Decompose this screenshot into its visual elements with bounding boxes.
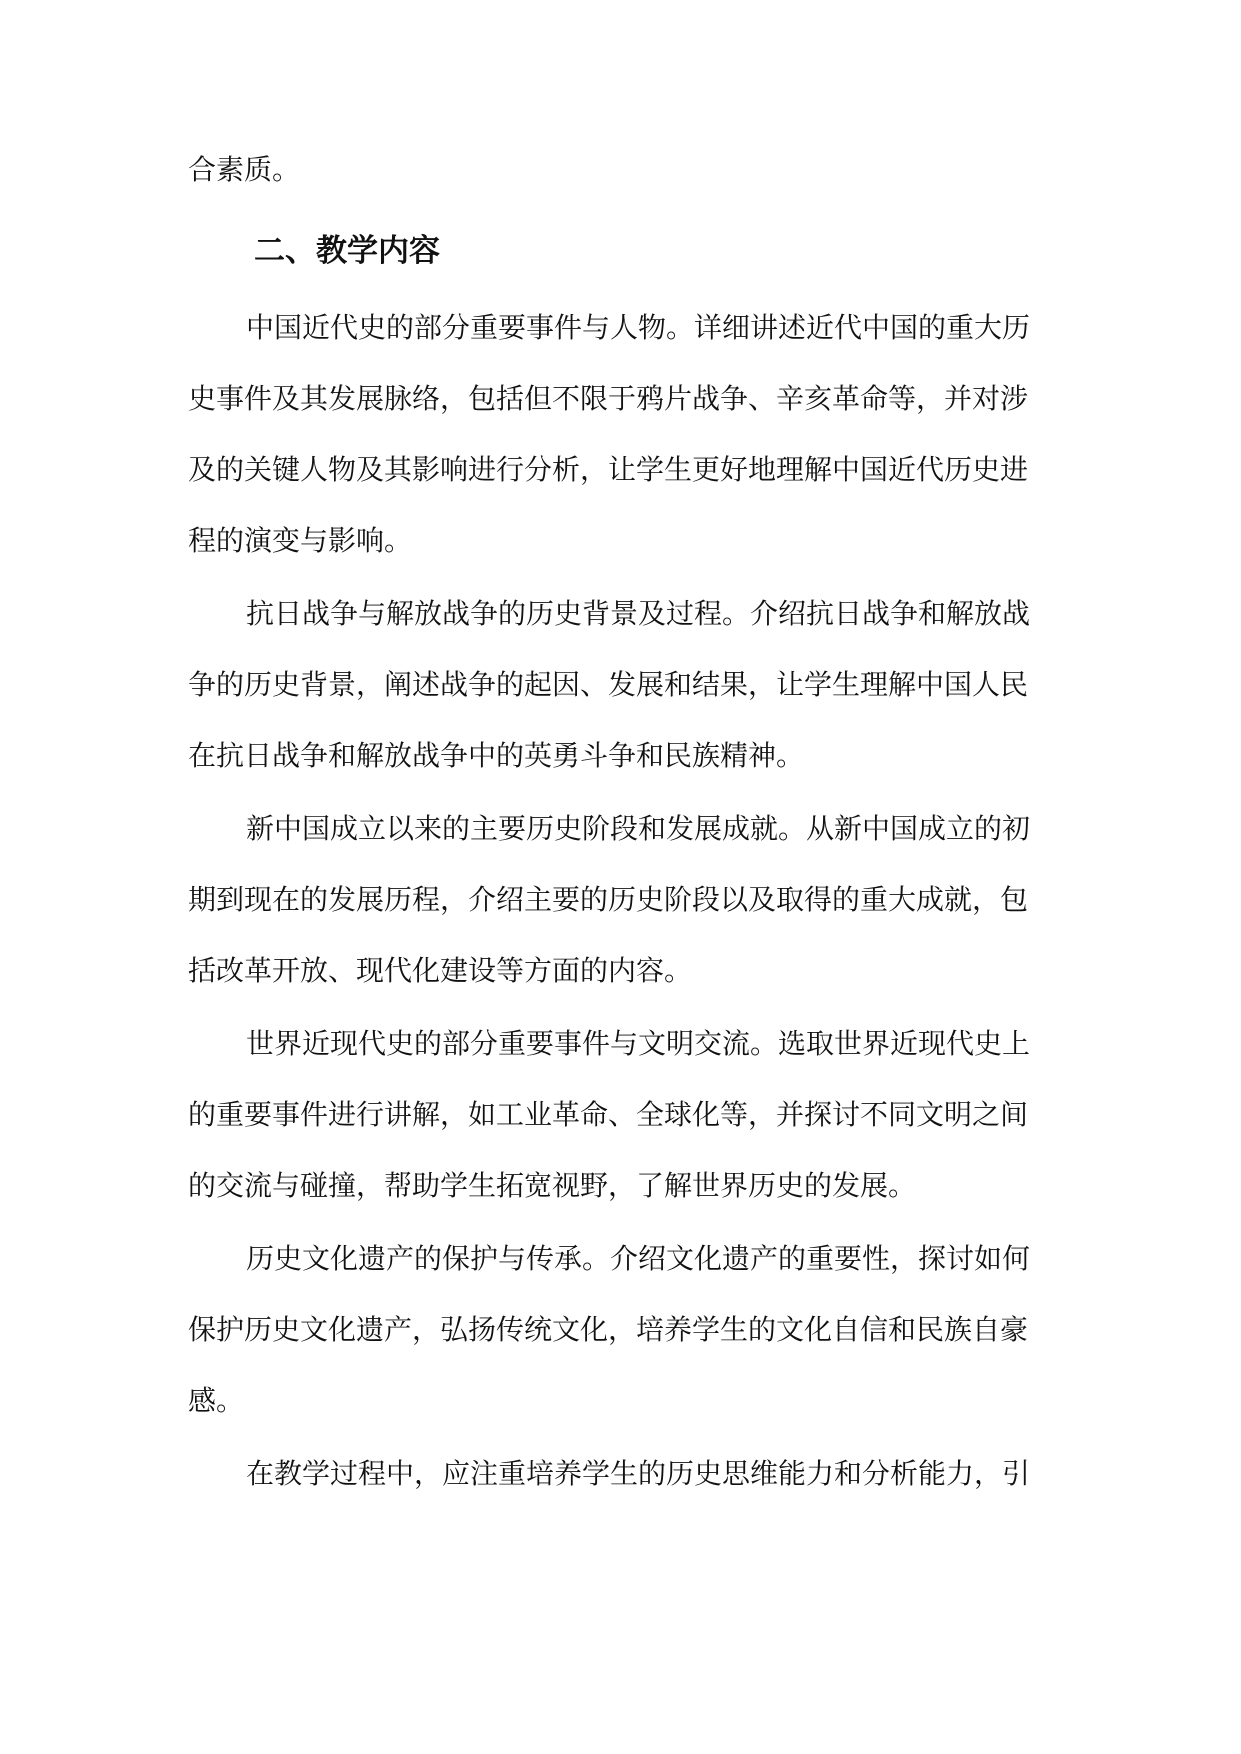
text-line: 及的关键人物及其影响进行分析，让学生更好地理解中国近代历史进 — [188, 453, 1029, 486]
text-line: 程的演变与影响。 — [188, 524, 413, 557]
paragraph-line — [0, 375, 1241, 423]
text-line: 合素质。 — [188, 153, 301, 186]
text-line: 争的历史背景，阐述战争的起因、发展和结果，让学生理解中国人民 — [188, 668, 1029, 701]
text-line: 抗日战争与解放战争的历史背景及过程。介绍抗日战争和解放战 — [246, 597, 1031, 630]
text-line: 期到现在的发展历程，介绍主要的历史阶段以及取得的重大成就，包 — [188, 883, 1029, 916]
paragraph-continuation — [0, 146, 1241, 194]
heading-text: 二、教学内容 — [254, 233, 440, 269]
text-line: 在抗日战争和解放战争中的英勇斗争和民族精神。 — [188, 739, 805, 772]
paragraph-line — [0, 732, 1241, 780]
text-line: 中国近代史的部分重要事件与人物。详细讲述近代中国的重大历 — [246, 311, 1031, 344]
paragraph-line — [0, 876, 1241, 924]
paragraph-line — [0, 1020, 1241, 1068]
paragraph-line — [0, 947, 1241, 995]
section-heading — [0, 227, 1241, 275]
text-line: 新中国成立以来的主要历史阶段和发展成就。从新中国成立的初 — [246, 812, 1031, 845]
text-line: 括改革开放、现代化建设等方面的内容。 — [188, 954, 693, 987]
text-line: 感。 — [188, 1384, 245, 1417]
text-line: 在教学过程中，应注重培养学生的历史思维能力和分析能力，引 — [246, 1457, 1031, 1490]
paragraph-line — [0, 1162, 1241, 1210]
text-line: 的重要事件进行讲解，如工业革命、全球化等，并探讨不同文明之间 — [188, 1098, 1029, 1131]
paragraph-line — [0, 1450, 1241, 1498]
paragraph-line — [0, 1091, 1241, 1139]
paragraph-line — [0, 1377, 1241, 1425]
paragraph-line — [0, 590, 1241, 638]
text-line: 史事件及其发展脉络，包括但不限于鸦片战争、辛亥革命等，并对涉 — [188, 382, 1029, 415]
paragraph-line — [0, 1306, 1241, 1354]
text-line: 的交流与碰撞，帮助学生拓宽视野，了解世界历史的发展。 — [188, 1169, 917, 1202]
text-line: 历史文化遗产的保护与传承。介绍文化遗产的重要性，探讨如何 — [246, 1242, 1031, 1275]
text-line: 世界近现代史的部分重要事件与文明交流。选取世界近现代史上 — [246, 1027, 1031, 1060]
paragraph-line — [0, 805, 1241, 853]
text-line: 保护历史文化遗产，弘扬传统文化，培养学生的文化自信和民族自豪 — [188, 1313, 1029, 1346]
paragraph-line — [0, 517, 1241, 565]
paragraph-line — [0, 661, 1241, 709]
paragraph-line — [0, 304, 1241, 352]
paragraph-line — [0, 446, 1241, 494]
paragraph-line — [0, 1235, 1241, 1283]
